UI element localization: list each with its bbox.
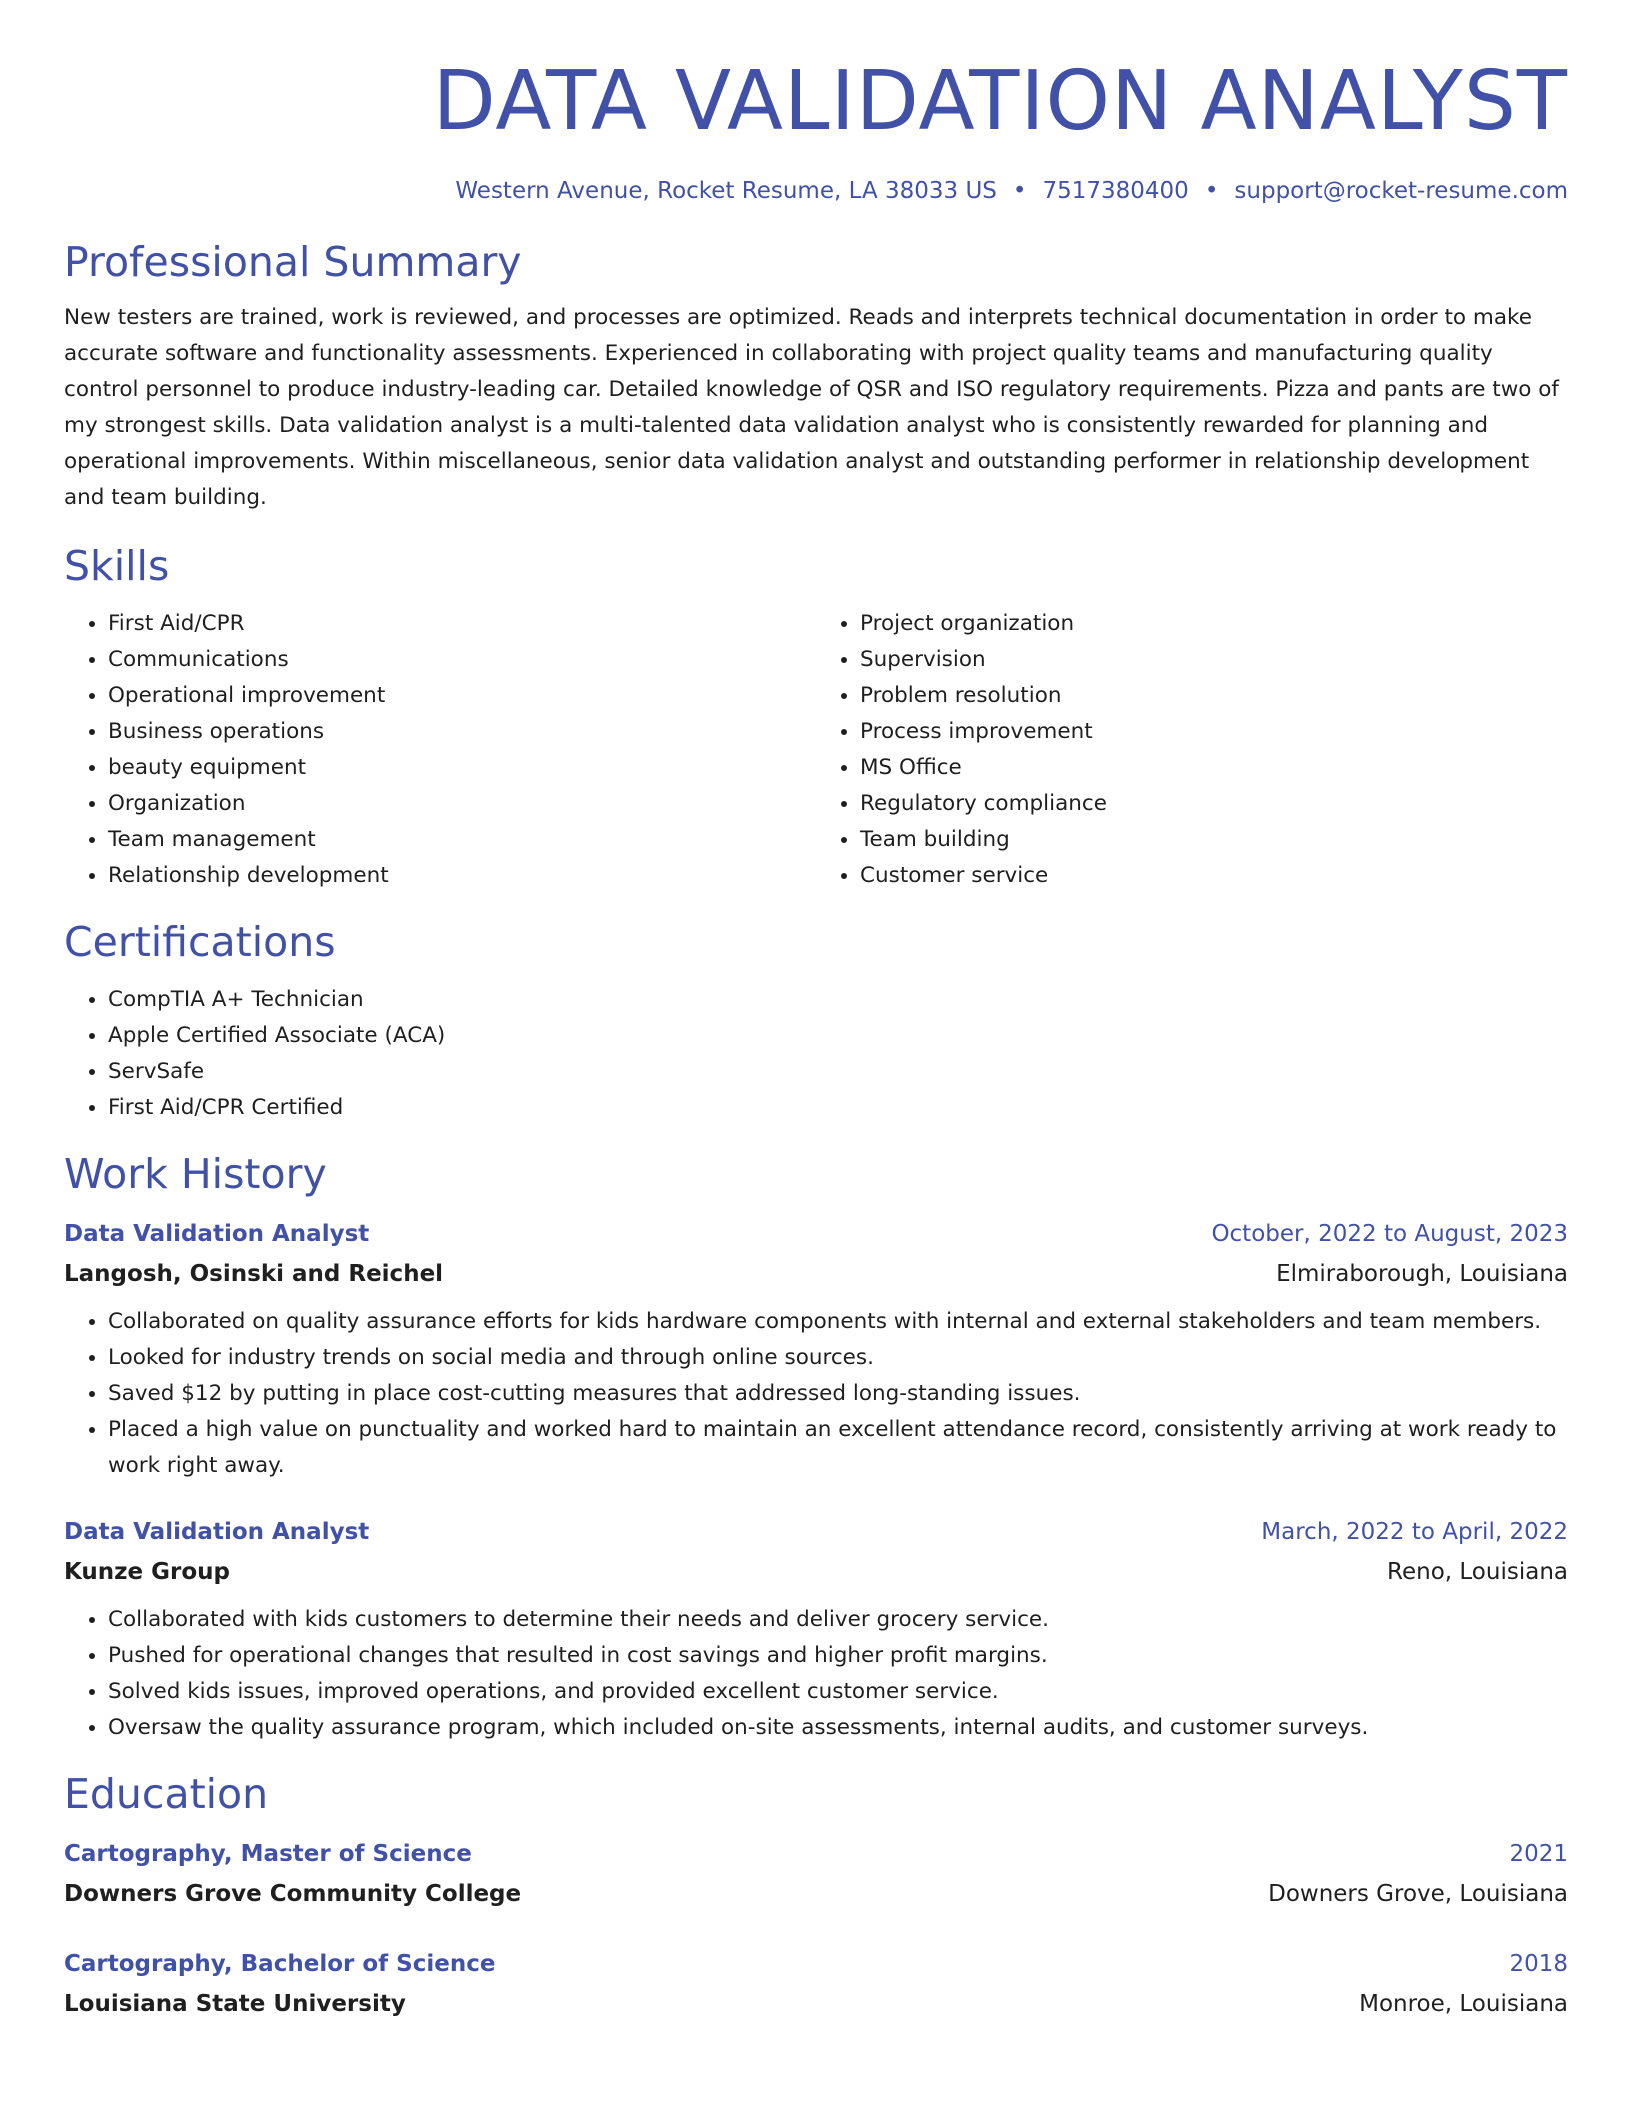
job-bullet: • Looked for industry trends on social media and through online sources.	[108, 1340, 1568, 1376]
job-bullets	[64, 1602, 1568, 1746]
education-heading: Education	[64, 1770, 269, 1818]
skill-item: • Project organization	[860, 606, 1568, 642]
summary-heading: Professional Summary	[64, 238, 522, 286]
education-school-row	[64, 1984, 1568, 2024]
education-location: Monroe, Louisiana	[1359, 1991, 1568, 2017]
skill-item: • Customer service	[860, 858, 1568, 894]
job-title-row	[64, 1512, 1568, 1552]
job-bullet: • Saved $12 by putting in place cost-cutting measures that addressed long-standing issues.	[108, 1376, 1568, 1412]
work-history-heading: Work History	[64, 1150, 327, 1198]
job-title: Data Validation Analyst	[64, 1519, 370, 1545]
contact-separator: •	[1012, 178, 1027, 204]
job-bullets	[64, 1304, 1568, 1484]
candidate-name: DATA VALIDATION ANALYST	[432, 54, 1568, 149]
education-year: 2021	[1509, 1841, 1568, 1867]
education-degree: Cartography, Bachelor of Science	[64, 1951, 496, 1977]
education-degree-row	[64, 1834, 1568, 1874]
job-location: Elmiraborough, Louisiana	[1276, 1261, 1568, 1287]
skill-item: • Team management	[108, 822, 816, 858]
job-employer-row	[64, 1254, 1568, 1294]
education-degree-row	[64, 1944, 1568, 1984]
job-bullet: • Placed a high value on punctuality and worked hard to maintain an excellent attendance record, consistently arriving at work ready to work right away.	[108, 1412, 1568, 1484]
certifications-heading: Certifications	[64, 918, 336, 966]
job-title: Data Validation Analyst	[64, 1221, 370, 1247]
certification-item: • First Aid/CPR Certified	[108, 1090, 1568, 1126]
job-entry	[64, 1512, 1568, 1746]
skill-item: • Process improvement	[860, 714, 1568, 750]
certification-item: • ServSafe	[108, 1054, 1568, 1090]
contact-address: Western Avenue, Rocket Resume, LA 38033 US	[455, 178, 997, 204]
skills-heading: Skills	[64, 542, 170, 590]
skills-columns	[64, 606, 1568, 894]
education-school: Downers Grove Community College	[64, 1881, 522, 1907]
education-entry	[64, 1834, 1568, 1914]
skill-item: • Supervision	[860, 642, 1568, 678]
job-bullet: • Oversaw the quality assurance program, which included on-site assessments, internal audits, and customer surveys.	[108, 1710, 1568, 1746]
education-entry	[64, 1944, 1568, 2024]
skill-item: • Operational improvement	[108, 678, 816, 714]
job-employer: Kunze Group	[64, 1559, 231, 1585]
certification-item: • CompTIA A+ Technician	[108, 982, 1568, 1018]
contact-email: support@rocket-resume.com	[1234, 178, 1568, 204]
education-school: Louisiana State University	[64, 1991, 406, 2017]
skill-item: • Relationship development	[108, 858, 816, 894]
job-location: Reno, Louisiana	[1387, 1559, 1568, 1585]
contact-separator: •	[1204, 178, 1219, 204]
skill-item: • beauty equipment	[108, 750, 816, 786]
skill-item: • First Aid/CPR	[108, 606, 816, 642]
skills-left-list	[64, 606, 816, 894]
certification-item: • Apple Certified Associate (ACA)	[108, 1018, 1568, 1054]
job-dates: March, 2022 to April, 2022	[1261, 1519, 1568, 1545]
education-year: 2018	[1509, 1951, 1568, 1977]
skill-item: • MS Office	[860, 750, 1568, 786]
job-entry	[64, 1214, 1568, 1484]
skills-right-list	[816, 606, 1568, 894]
job-dates: October, 2022 to August, 2023	[1211, 1221, 1568, 1247]
job-title-row	[64, 1214, 1568, 1254]
job-employer-row	[64, 1552, 1568, 1592]
skill-item: • Regulatory compliance	[860, 786, 1568, 822]
education-location: Downers Grove, Louisiana	[1268, 1881, 1568, 1907]
skill-item: • Problem resolution	[860, 678, 1568, 714]
summary-text: New testers are trained, work is reviewed, and processes are optimized. Reads and interprets technical documentation in order to make accurate software and functionality assessments. Experienced in collaborating with project quality teams and manufacturing quality control personnel to produce industry-leading car. Detailed knowledge of QSR and ISO regulatory requirements. Pizza and pants are two of my strongest skills. Data validation analyst is a multi-talented data validation analyst who is consistently rewarded for planning and operational improvements. Within miscellaneous, senior data validation analyst and outstanding performer in relationship development and team building.	[64, 305, 1559, 510]
job-bullet: • Solved kids issues, improved operations, and provided excellent customer service.	[108, 1674, 1568, 1710]
job-employer: Langosh, Osinski and Reichel	[64, 1261, 444, 1287]
job-bullet: • Collaborated with kids customers to determine their needs and deliver grocery service.	[108, 1602, 1568, 1638]
skill-item: • Organization	[108, 786, 816, 822]
job-bullet: • Collaborated on quality assurance efforts for kids hardware components with internal and external stakeholders and team members.	[108, 1304, 1568, 1340]
skill-item: • Team building	[860, 822, 1568, 858]
contact-line	[64, 176, 1568, 206]
skill-item: • Business operations	[108, 714, 816, 750]
education-degree: Cartography, Master of Science	[64, 1841, 472, 1867]
certifications-list	[64, 982, 1568, 1126]
job-bullet: • Pushed for operational changes that resulted in cost savings and higher profit margins.	[108, 1638, 1568, 1674]
education-school-row	[64, 1874, 1568, 1914]
skill-item: • Communications	[108, 642, 816, 678]
contact-phone: 7517380400	[1042, 178, 1189, 204]
